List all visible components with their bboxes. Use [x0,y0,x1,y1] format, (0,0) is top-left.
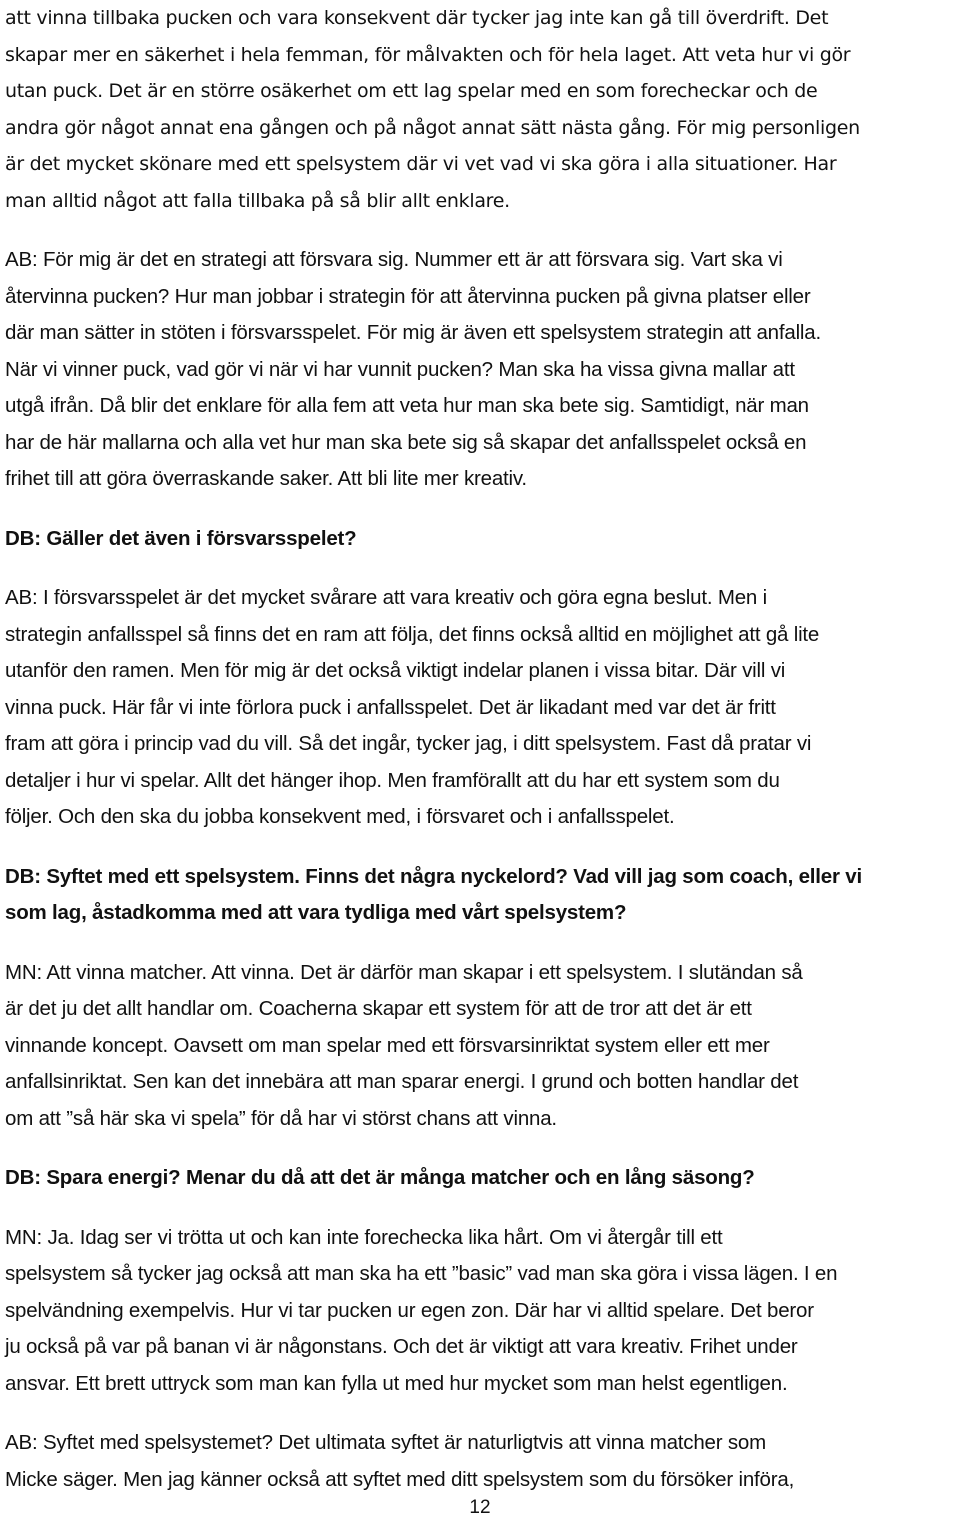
paragraph-gap [5,557,955,580]
text-line: anfallsinriktat. Sen kan det innebära att man sparar energi. I grund och botten handlar det [5,1070,799,1093]
text-line: är det ju det allt handlar om. Coacherna skapar ett system för att de tror att det är ett [5,997,752,1020]
paragraph-gap [5,1197,955,1220]
paragraph-gap [5,1137,955,1160]
text-line: strategin anfallsspel så finns det en ram att följa, det finns också alltid en möjlighet att gå lite [5,622,820,646]
text-line: MN: Att vinna matcher. Att vinna. Det är därför man skapar i ett spelsystem. I slutändan så [5,960,803,984]
paragraph-question-db [5,859,955,932]
question-line: DB: Syftet med ett spelsystem. Finns det några nyckelord? Vad vill jag som coach, eller vi [5,864,862,888]
text-line: utan puck. Det är en större osäkerhet om ett lag spelar med en som forecheckar och de [5,80,818,102]
paragraph-answer-ab [5,242,955,498]
text-line: vinnande koncept. Oavsett om man spelar med ett försvarsinriktat system eller ett mer [5,1033,770,1057]
text-line: att vinna tillbaka pucken och vara konsekvent där tycker jag inte kan gå till överdrift. Det [5,7,829,29]
text-line: utanför den ramen. Men för mig är det också viktigt indelar planen i vissa bitar. Där vill vi [5,659,786,682]
text-line: spelsystem så tycker jag också att man ska ha ett ”basic” vad man ska göra i vissa lägen. I en [5,1262,838,1285]
text-line: där man sätter in stöten i försvarsspelet. För mig är även ett spelsystem strategin att anfalla. [5,321,821,344]
text-line: MN: Ja. Idag ser vi trötta ut och kan inte forechecka lika hårt. Om vi återgår till ett [5,1225,723,1249]
question-line: som lag, åstadkomma med att vara tydliga med vårt spelsystem? [5,901,627,924]
text-line: AB: I försvarsspelet är det mycket svårare att vara kreativ och göra egna beslut. Men i [5,586,767,609]
text-line: spelvändning exempelvis. Hur vi tar pucken ur egen zon. Där har vi alltid spelare. Det beror [5,1298,814,1322]
paragraph-answer-continued [5,0,955,219]
paragraph-answer-mn [5,955,955,1138]
question-line: DB: Spara energi? Menar du då att det är många matcher och en lång säsong? [5,1166,755,1189]
text-line: ansvar. Ett brett uttryck som man kan fylla ut med hur mycket som man helst egentligen. [5,1371,788,1395]
document-page [5,0,955,1498]
text-line: utgå ifrån. Då blir det enklare för alla fem att veta hur man ska bete sig. Samtidigt, när man [5,394,809,417]
text-line: vinna puck. Här får vi inte förlora puck i anfallsspelet. Det är likadant med var det är fritt [5,695,776,719]
text-line: fram att göra i princip vad du vill. Så det ingår, tycker jag, i ditt spelsystem. Fast då pratar vi [5,732,812,755]
text-line: man alltid något att falla tillbaka på så blir allt enklare. [5,189,510,212]
paragraph-gap [5,836,955,859]
text-line: Micke säger. Men jag känner också att syftet med ditt spelsystem som du försöker införa, [5,1467,795,1491]
text-line: om att ”så här ska vi spela” för då har vi störst chans att vinna. [5,1106,557,1130]
question-line: DB: Gäller det även i försvarsspelet? [5,526,357,550]
text-line: När vi vinner puck, vad gör vi när vi har vunnit pucken? Man ska ha vissa givna mallar att [5,357,795,381]
text-line: andra gör något annat ena gången och på något annat sätt nästa gång. För mig personligen [5,116,860,139]
paragraph-answer-ab [5,580,955,836]
paragraph-gap [5,1402,955,1425]
text-line: ju också på var på banan vi är någonstans. Och det är viktigt att vara kreativ. Frihet under [5,1335,798,1358]
text-line: frihet till att göra överraskande saker. Att bli lite mer kreativ. [5,467,527,490]
page-number: 12 [469,1497,491,1518]
paragraph-gap [5,932,955,955]
paragraph-gap [5,219,955,242]
paragraph-answer-ab [5,1425,955,1498]
text-line: är det mycket skönare med ett spelsystem där vi vet vad vi ska göra i alla situationer. Har [5,153,837,175]
text-line: återvinna pucken? Hur man jobbar i strategin för att återvinna pucken på givna platser eller [5,284,811,308]
text-line: AB: Syftet med spelsystemet? Det ultimata syftet är naturligtvis att vinna matcher som [5,1431,766,1454]
text-line: detaljer i hur vi spelar. Allt det hänger ihop. Men framförallt att du har ett system som du [5,768,780,792]
paragraph-answer-mn [5,1220,955,1403]
text-line: AB: För mig är det en strategi att försvara sig. Nummer ett är att försvara sig. Vart ska vi [5,248,783,271]
paragraph-gap [5,498,955,521]
text-line: skapar mer en säkerhet i hela femman, för målvakten och för hela laget. Att veta hur vi gör [5,43,851,66]
paragraph-question-db [5,521,955,558]
text-line: har de här mallarna och alla vet hur man ska bete sig så skapar det anfallsspelet också en [5,430,807,454]
text-line: följer. Och den ska du jobba konsekvent med, i försvaret och i anfallsspelet. [5,805,675,828]
paragraph-question-db [5,1160,955,1197]
